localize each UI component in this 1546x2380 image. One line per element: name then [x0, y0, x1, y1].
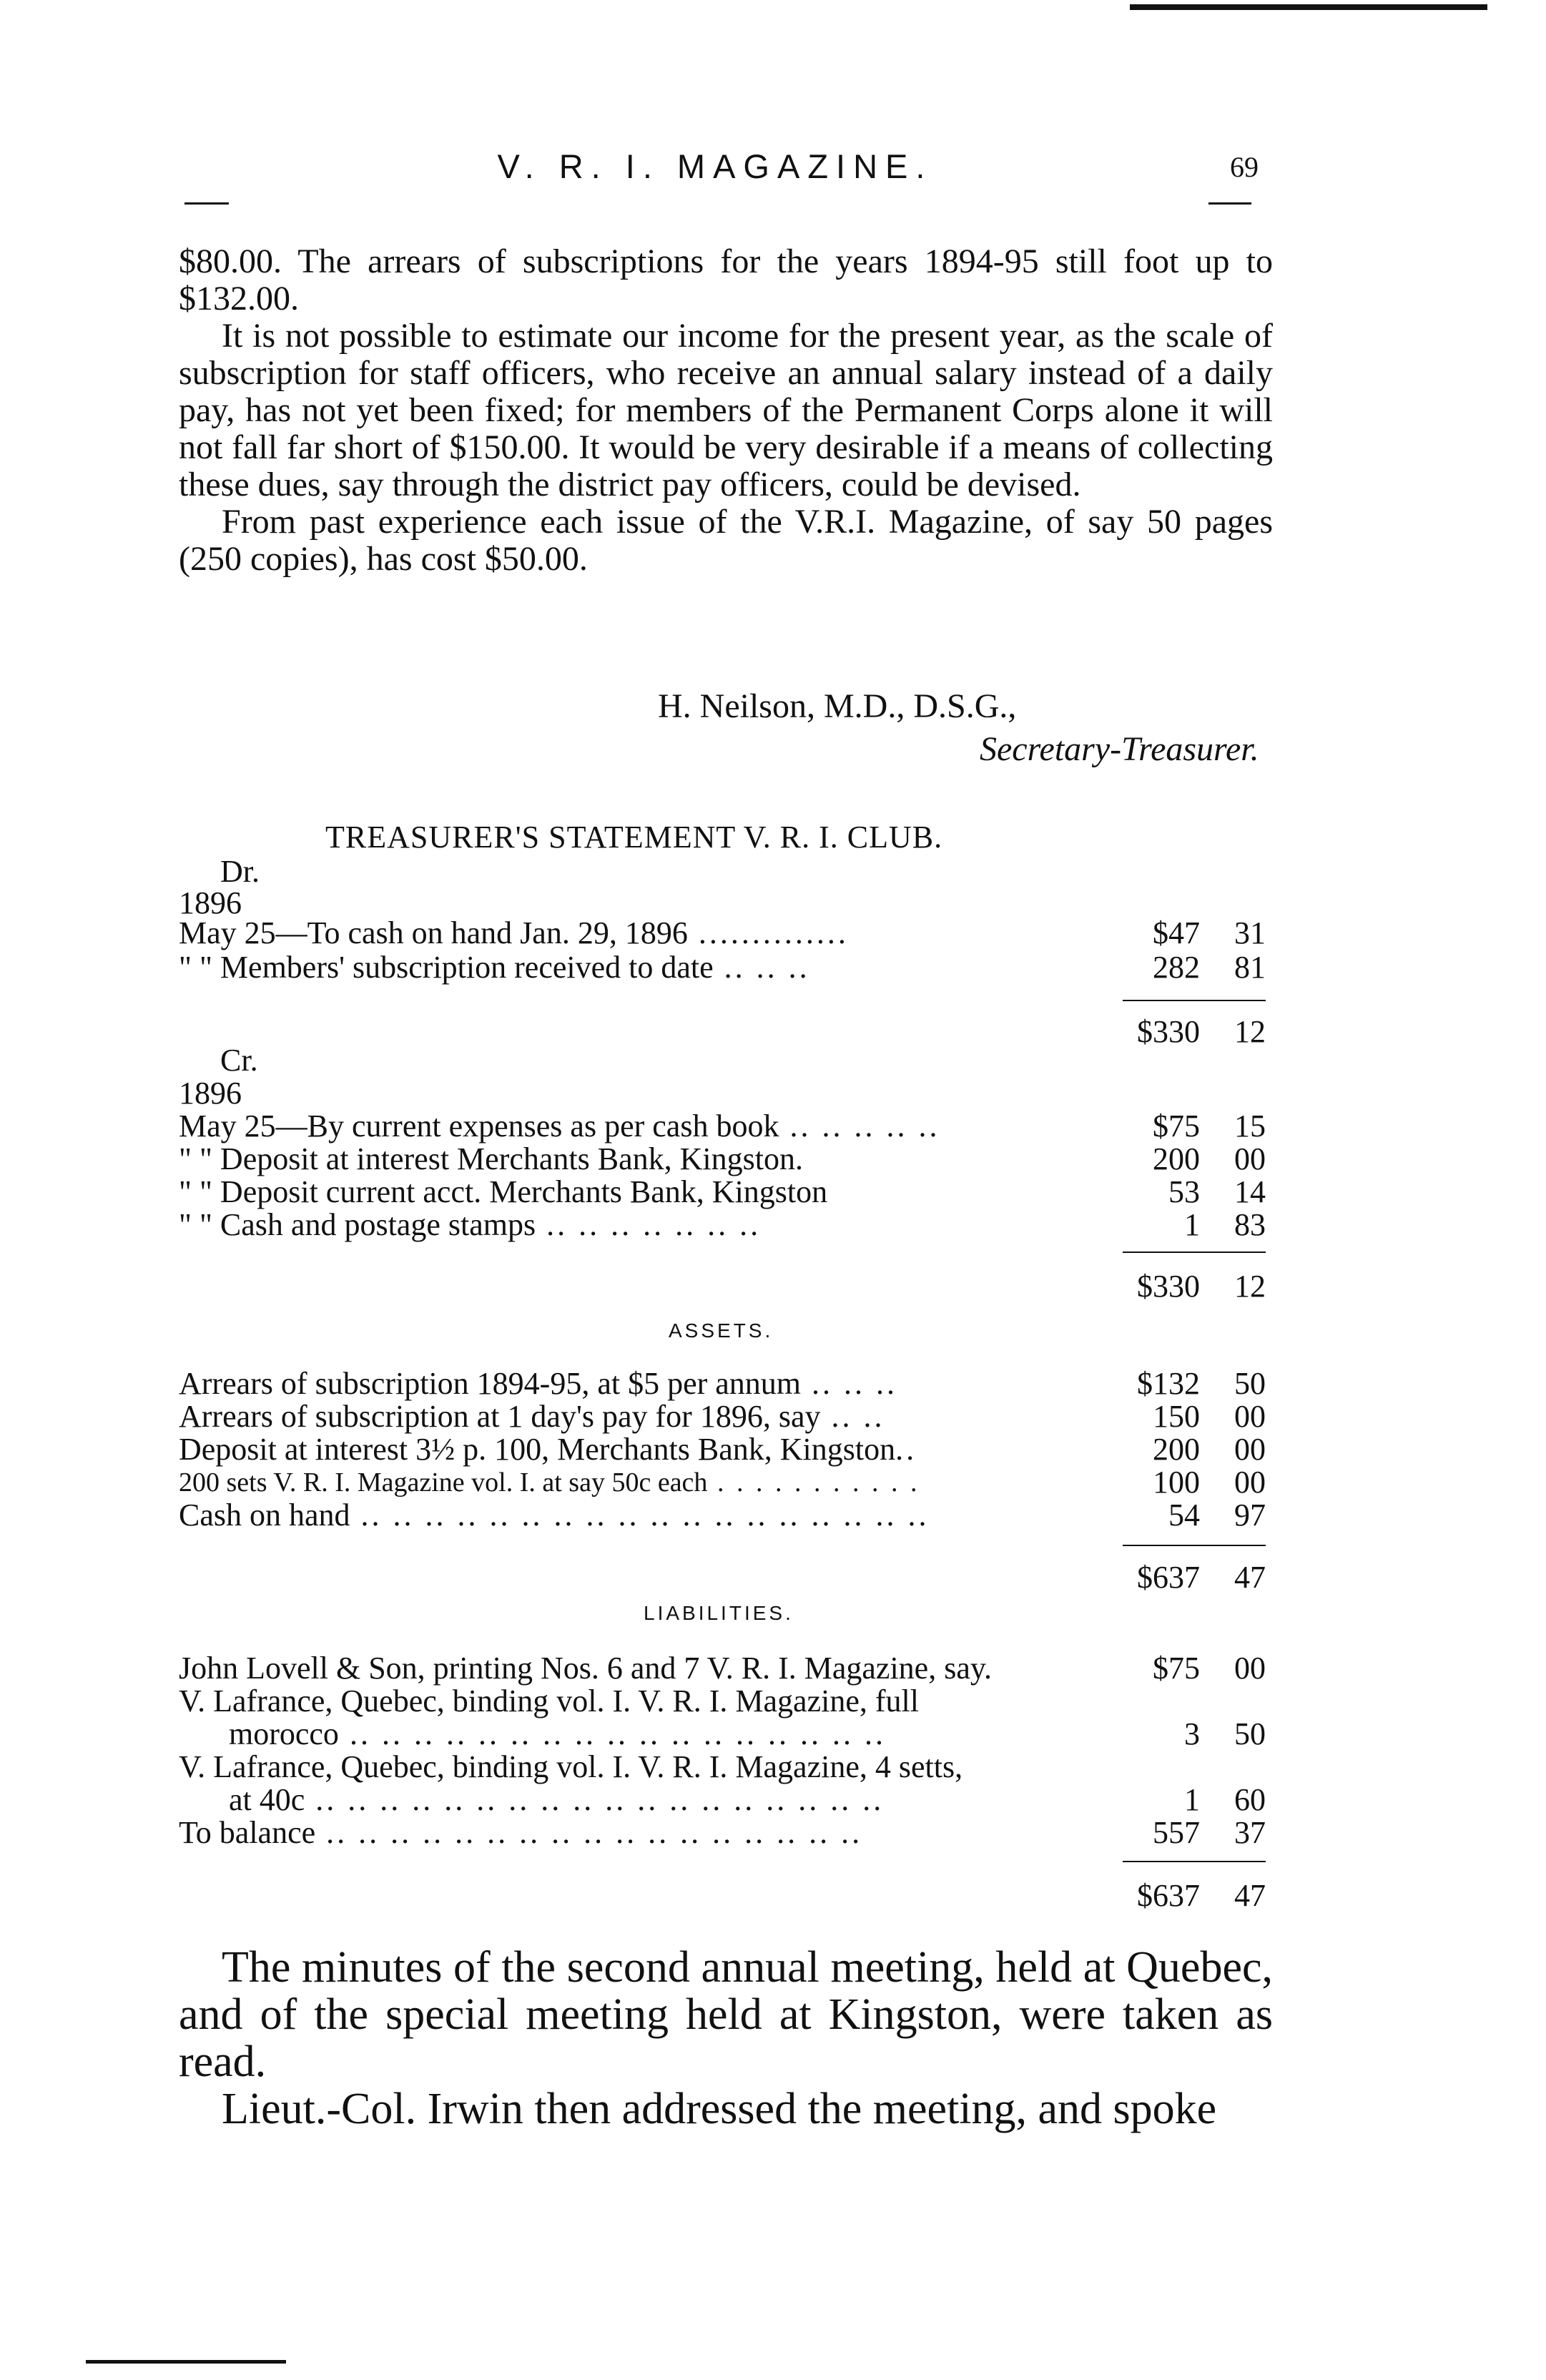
liability-row-cents: 60 — [1234, 1782, 1266, 1817]
liability-row-cents: 00 — [1234, 1651, 1266, 1686]
asset-row-dollars: $132 — [1137, 1366, 1200, 1401]
asset-row-text: Arrears of subscription at 1 day's pay for 1896, say — [179, 1399, 821, 1434]
cr-row-dollars: 53 — [1168, 1174, 1200, 1209]
liabilities-total-rule — [1123, 1861, 1266, 1862]
liability-row-dollars: 557 — [1153, 1815, 1200, 1850]
liability-row-cont: morocco .. .. .. .. .. .. .. .. .. .. .. .. .. .. .. .. .. 3 50 — [229, 1716, 1266, 1751]
cr-row-cents: 14 — [1234, 1174, 1266, 1209]
cr-row-text: " " Deposit current acct. Merchants Bank, Kingston — [179, 1174, 828, 1209]
dr-total-cents: 12 — [1234, 1014, 1266, 1049]
liability-row-cont: at 40c .. .. .. .. .. .. .. .. .. .. .. .. .. .. .. .. .. .. 1 60 — [229, 1782, 1266, 1817]
asset-row: Arrears of subscription at 1 day's pay for 1896, say .. .. 150 00 — [179, 1399, 1266, 1434]
closing-paragraph-2: Lieut.-Col. Irwin then addressed the meeting, and spoke — [222, 2085, 1217, 2133]
asset-row-cents: 00 — [1234, 1399, 1266, 1434]
asset-row-text: Deposit at interest 3½ p. 100, Merchants Bank, Kingston — [179, 1432, 896, 1467]
intro-paragraph-3: From past experience each issue of the V.R.I. Magazine, of say 50 pages (250 copies), has cost $50.00. — [179, 503, 1273, 578]
cr-row: May 25—By current expenses as per cash book .. .. .. .. .. $75 15 — [179, 1108, 1266, 1144]
cr-total-rule — [1123, 1252, 1266, 1253]
asset-row-dollars: 200 — [1153, 1432, 1200, 1467]
cr-year — [179, 1077, 1266, 1111]
cr-row — [179, 1176, 1266, 1210]
liability-row-text: V. Lafrance, Quebec, binding vol. I. V. R. I. Magazine, full — [179, 1683, 919, 1718]
liability-row: To balance .. .. .. .. .. .. .. .. .. .. .. .. .. .. .. .. .. 557 37 — [179, 1815, 1266, 1850]
cr-row-dollars: $75 — [1153, 1108, 1200, 1144]
cr-row: " " Cash and postage stamps .. .. .. .. .. .. .. 1 83 — [179, 1207, 1266, 1242]
cr-total-cents: 12 — [1234, 1269, 1266, 1304]
liability-row-text: John Lovell & Son, printing Nos. 6 and 7 V. R. I. Magazine, say. — [179, 1651, 992, 1686]
cr-row-text: " " Cash and postage stamps — [179, 1207, 536, 1242]
cr-row-cents: 15 — [1234, 1108, 1266, 1144]
dr-row-dollars: $47 — [1153, 915, 1200, 950]
statement-title: TREASURER'S STATEMENT V. R. I. CLUB. — [325, 820, 943, 855]
cr-row-dollars: 1 — [1184, 1207, 1200, 1242]
dr-year-text: 1896 — [179, 885, 242, 920]
cr-row-dollars: 200 — [1153, 1141, 1200, 1176]
signature-name: H. Neilson, M.D., D.S.G., — [658, 687, 1017, 725]
dr-label — [179, 855, 1266, 890]
dr-total-rule — [1123, 1000, 1266, 1001]
cr-label-text: Cr. — [220, 1043, 258, 1078]
intro-paragraph-2: It is not possible to estimate our income for the present year, as the scale of subscription for staff officers, who receive an annual salary instead of a daily pay, has not yet been fixed; for members of the Permanent Corps alone it will not fall far short of $150.00. It would be very desirable if a means of collecting these dues, say through the district pay officers, could be devised. — [179, 317, 1273, 503]
asset-row: Cash on hand .. .. .. .. .. .. .. .. .. .. .. .. .. .. .. .. .. .. 54 97 — [179, 1498, 1266, 1533]
closing-text — [179, 1944, 1273, 2133]
liability-row-cont-text: at 40c — [229, 1782, 305, 1817]
cr-total-dollars: $330 — [1137, 1269, 1200, 1304]
liabilities-total-dollars: $637 — [1137, 1878, 1200, 1913]
asset-row-dollars: 100 — [1153, 1465, 1200, 1500]
liability-row-text: To balance — [179, 1815, 316, 1850]
dr-label-text: Dr. — [220, 854, 260, 889]
liability-row — [179, 1685, 1266, 1719]
dr-row-cents: 31 — [1234, 915, 1266, 950]
cr-row-text: " " Deposit at interest Merchants Bank, Kingston. — [179, 1141, 803, 1176]
dr-row-text: May 25—To cash on hand Jan. 29, 1896 — [179, 915, 688, 950]
closing-paragraph-1: The minutes of the second annual meeting, held at Quebec, and of the special meeting held at Kingston, were taken as read. — [179, 1943, 1273, 2086]
cr-row-cents: 83 — [1234, 1207, 1266, 1242]
asset-row: 200 sets V. R. I. Magazine vol. I. at say 50c each . . . . . . . . . . . 100 00 — [179, 1465, 1266, 1500]
liability-row-dollars: 3 — [1184, 1716, 1200, 1751]
asset-row-text: Arrears of subscription 1894-95, at $5 per annum — [179, 1366, 802, 1401]
liability-row-text: V. Lafrance, Quebec, binding vol. I. V. R. I. Magazine, 4 setts, — [179, 1749, 963, 1784]
assets-total-cents: 47 — [1234, 1560, 1266, 1595]
assets-heading: ASSETS. — [669, 1319, 774, 1342]
asset-row-text: 200 sets V. R. I. Magazine vol. I. at say 50c each — [179, 1467, 708, 1498]
asset-row-cents: 00 — [1234, 1465, 1266, 1500]
assets-total — [179, 1561, 1266, 1595]
asset-row-cents: 00 — [1234, 1432, 1266, 1467]
liability-row — [179, 1751, 1266, 1785]
dr-row: May 25—To cash on hand Jan. 29, 1896 .............. $47 31 — [179, 915, 1266, 950]
header-dash-left — [184, 202, 229, 205]
signature-title: Secretary-Treasurer. — [980, 730, 1259, 768]
dr-row: " " Members' subscription received to date .. .. .. 282 81 — [179, 950, 1266, 985]
asset-row-text: Cash on hand — [179, 1498, 350, 1533]
assets-total-dollars: $637 — [1137, 1560, 1200, 1595]
cr-label — [179, 1044, 1266, 1078]
liabilities-total — [179, 1879, 1266, 1914]
intro-text — [179, 243, 1273, 578]
cr-row-text: May 25—By current expenses as per cash book — [179, 1108, 779, 1144]
header-dash-right — [1208, 202, 1251, 205]
assets-total-rule — [1123, 1545, 1266, 1546]
dr-row-dollars: 282 — [1153, 950, 1200, 985]
asset-row: Arrears of subscription 1894-95, at $5 per annum .. .. .. $132 50 — [179, 1366, 1266, 1401]
liability-row-cents: 50 — [1234, 1716, 1266, 1751]
dr-row-text: " " Members' subscription received to date — [179, 950, 714, 985]
asset-row-dollars: 54 — [1168, 1498, 1200, 1533]
asset-row-dollars: 150 — [1153, 1399, 1200, 1434]
cr-total — [179, 1270, 1266, 1304]
top-rule — [1130, 4, 1487, 10]
running-header: V. R. I. MAGAZINE. — [497, 147, 933, 185]
liability-row-dollars: 1 — [1184, 1782, 1200, 1817]
liability-row-dollars: $75 — [1153, 1651, 1200, 1686]
asset-row-cents: 97 — [1234, 1498, 1266, 1533]
cr-year-text: 1896 — [179, 1076, 242, 1111]
asset-row-cents: 50 — [1234, 1366, 1266, 1401]
liability-row-cents: 37 — [1234, 1815, 1266, 1850]
asset-row: Deposit at interest 3½ p. 100, Merchants Bank, Kingston.. 200 00 — [179, 1432, 1266, 1467]
liability-row-cont-text: morocco — [229, 1716, 339, 1751]
cr-row — [179, 1143, 1266, 1177]
cr-row-cents: 00 — [1234, 1141, 1266, 1176]
dr-total-dollars: $330 — [1137, 1014, 1200, 1049]
liabilities-heading: LIABILITIES. — [644, 1602, 794, 1624]
dr-row-cents: 81 — [1234, 950, 1266, 985]
bottom-rule — [86, 2360, 286, 2364]
liabilities-total-cents: 47 — [1234, 1878, 1266, 1913]
page-number: 69 — [1230, 151, 1259, 183]
liability-row — [179, 1652, 1266, 1686]
intro-paragraph-1: $80.00. The arrears of subscriptions for the years 1894-95 still foot up to $132.00. — [179, 242, 1273, 318]
